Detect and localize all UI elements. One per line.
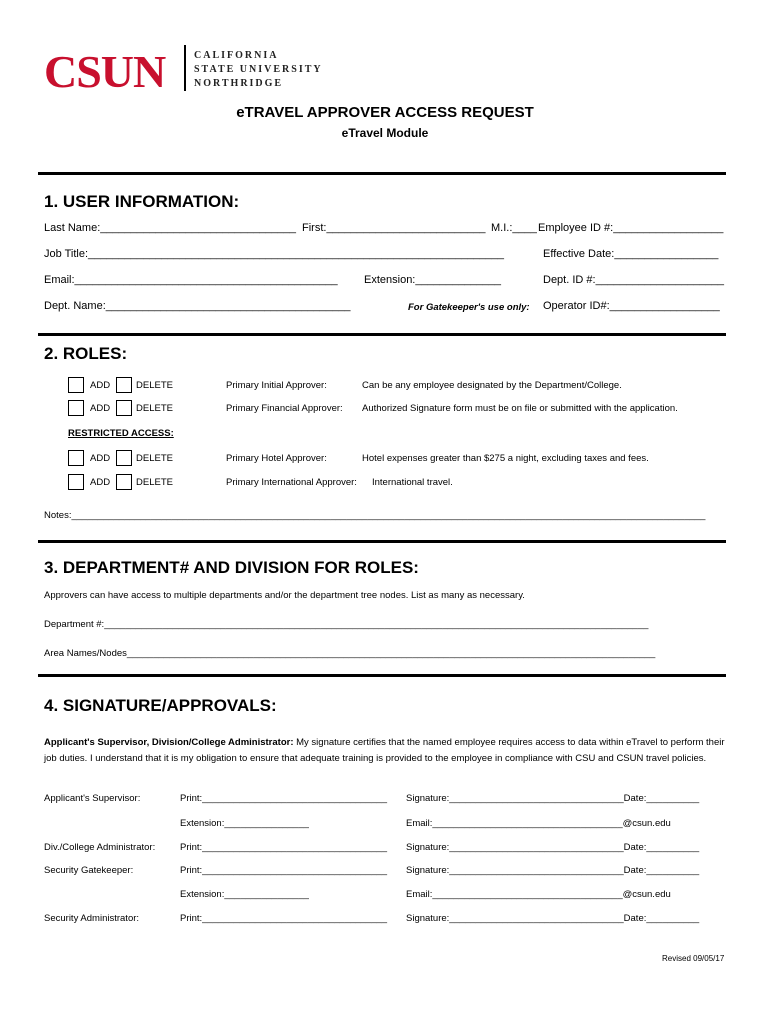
- notes-field[interactable]: Notes:________________________________________________________________________________________________________________________: [44, 510, 706, 521]
- certification-text: My signature certifies that the named employee requires access to data within eTravel to perform their job duties. I understand that it is my obligation to ensure that adequate training is provided to the employee in compliance with CSU and CSUN travel policies.: [44, 737, 725, 764]
- print-field[interactable]: Print:___________________________________: [180, 913, 388, 924]
- signature-date-field[interactable]: Signature:_________________________________Date:__________: [406, 865, 700, 876]
- email-field[interactable]: Email:____________________________________@csun.edu: [406, 818, 671, 829]
- first-name-field[interactable]: First:__________________________: [302, 222, 486, 234]
- role-name: Primary International Approver:: [226, 477, 357, 488]
- signer-label: Applicant's Supervisor:: [44, 793, 141, 804]
- role-description: Authorized Signature form must be on file or submitted with the application.: [362, 403, 678, 414]
- delete-checkbox[interactable]: [116, 400, 132, 416]
- add-label: ADD: [90, 453, 111, 464]
- delete-label: DELETE: [136, 477, 173, 488]
- add-label: ADD: [90, 380, 111, 391]
- last-name-field[interactable]: Last Name:________________________________: [44, 222, 297, 234]
- logo-line-3: NORTHRIDGE: [194, 78, 284, 89]
- signature-date-field[interactable]: Signature:_________________________________Date:__________: [406, 913, 700, 924]
- operator-id-field[interactable]: Operator ID#:__________________: [543, 300, 720, 312]
- page-title: eTRAVEL APPROVER ACCESS REQUEST: [236, 104, 534, 121]
- department-intro: Approvers can have access to multiple departments and/or the department tree nodes. List as many as necessary.: [44, 590, 525, 601]
- print-field[interactable]: Print:___________________________________: [180, 865, 388, 876]
- add-label: ADD: [90, 477, 111, 488]
- certification-paragraph: [44, 735, 728, 767]
- delete-label: DELETE: [136, 403, 173, 414]
- section-heading-roles: 2. ROLES:: [44, 344, 128, 363]
- middle-initial-field[interactable]: M.I.:____: [491, 222, 537, 234]
- gatekeeper-note: For Gatekeeper's use only:: [408, 302, 530, 313]
- delete-label: DELETE: [136, 380, 173, 391]
- section-divider: [38, 674, 726, 677]
- role-description: International travel.: [372, 477, 453, 488]
- dept-id-field[interactable]: Dept. ID #:_____________________: [543, 274, 725, 286]
- dept-name-field[interactable]: Dept. Name:________________________________________: [44, 300, 351, 312]
- job-title-field[interactable]: Job Title:____________________________________________________________________: [44, 248, 505, 260]
- section-divider: [38, 172, 726, 175]
- csun-logo: CSUN: [44, 46, 166, 97]
- section-heading-user-info: 1. USER INFORMATION:: [44, 192, 240, 211]
- role-name: Primary Initial Approver:: [226, 380, 327, 391]
- role-name: Primary Financial Approver:: [226, 403, 343, 414]
- signer-label: Security Gatekeeper:: [44, 865, 134, 876]
- add-label: ADD: [90, 403, 111, 414]
- print-field[interactable]: Print:___________________________________: [180, 842, 388, 853]
- section-divider: [38, 540, 726, 543]
- logo-line-2: STATE UNIVERSITY: [194, 64, 323, 75]
- department-number-field[interactable]: Department #:_______________________________________________________________________________________________________: [44, 619, 649, 630]
- role-description: Can be any employee designated by the Department/College.: [362, 380, 622, 391]
- revision-date: Revised 09/05/17: [662, 954, 725, 963]
- section-heading-signature: 4. SIGNATURE/APPROVALS:: [44, 696, 277, 715]
- delete-checkbox[interactable]: [116, 474, 132, 490]
- extension-field[interactable]: Extension:________________: [180, 818, 309, 829]
- certification-bold: Applicant's Supervisor, Division/College Administrator:: [44, 737, 294, 748]
- extension-field[interactable]: Extension:________________: [180, 889, 309, 900]
- delete-checkbox[interactable]: [116, 450, 132, 466]
- add-checkbox[interactable]: [68, 377, 84, 393]
- extension-field[interactable]: Extension:______________: [364, 274, 502, 286]
- effective-date-field[interactable]: Effective Date:_________________: [543, 248, 719, 260]
- email-field[interactable]: Email:____________________________________@csun.edu: [406, 889, 671, 900]
- signer-label: Div./College Administrator:: [44, 842, 156, 853]
- page-subtitle: eTravel Module: [341, 126, 429, 140]
- employee-id-field[interactable]: Employee ID #:__________________: [538, 222, 724, 234]
- section-divider: [38, 333, 726, 336]
- email-field[interactable]: Email:___________________________________________: [44, 274, 338, 286]
- signature-date-field[interactable]: Signature:_________________________________Date:__________: [406, 842, 700, 853]
- add-checkbox[interactable]: [68, 450, 84, 466]
- signature-date-field[interactable]: Signature:_________________________________Date:__________: [406, 793, 700, 804]
- role-name: Primary Hotel Approver:: [226, 453, 327, 464]
- area-names-field[interactable]: Area Names/Nodes____________________________________________________________________________________________________: [44, 648, 656, 659]
- add-checkbox[interactable]: [68, 474, 84, 490]
- add-checkbox[interactable]: [68, 400, 84, 416]
- delete-label: DELETE: [136, 453, 173, 464]
- signer-label: Security Administrator:: [44, 913, 140, 924]
- section-heading-department: 3. DEPARTMENT# AND DIVISION FOR ROLES:: [44, 558, 419, 577]
- print-field[interactable]: Print:___________________________________: [180, 793, 388, 804]
- delete-checkbox[interactable]: [116, 377, 132, 393]
- logo-line-1: CALIFORNIA: [194, 50, 279, 61]
- role-description: Hotel expenses greater than $275 a night, excluding taxes and fees.: [362, 453, 649, 464]
- logo-divider: [184, 45, 186, 91]
- restricted-access-label: RESTRICTED ACCESS:: [68, 428, 174, 439]
